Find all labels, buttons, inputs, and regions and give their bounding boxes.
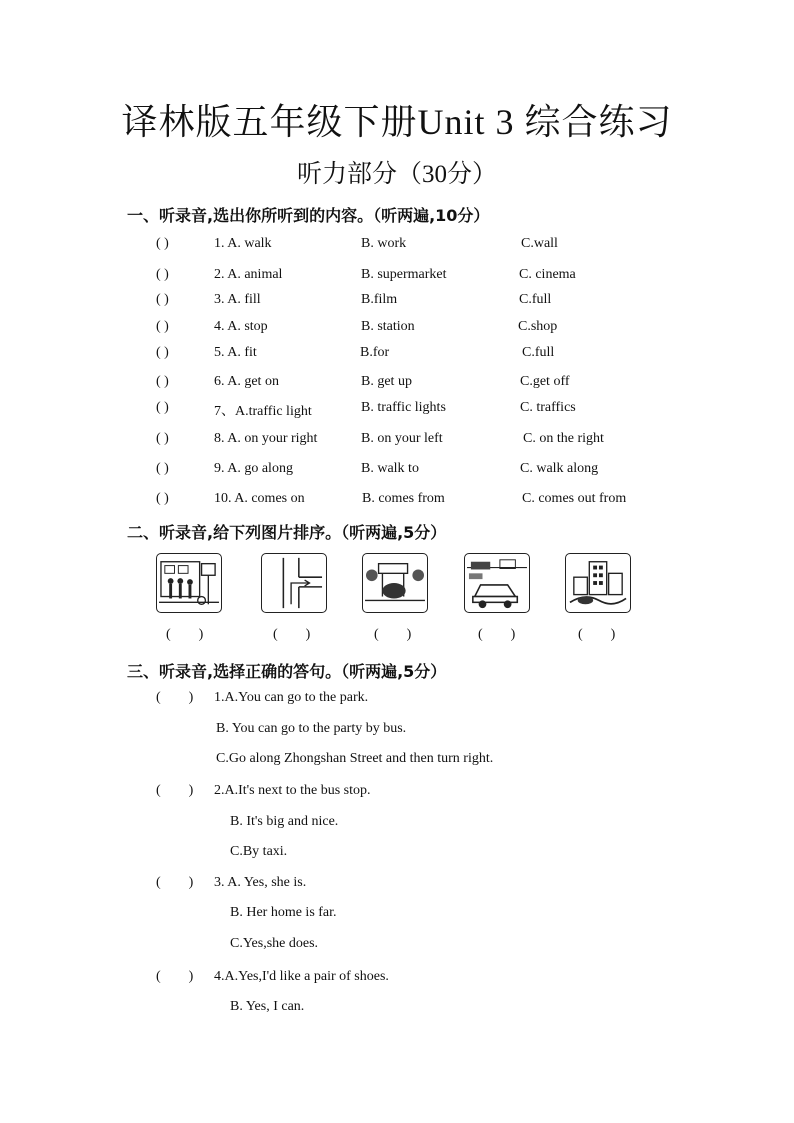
option-b: B. station [361, 319, 415, 334]
traffic-cars-icon [465, 554, 529, 612]
answer-blank[interactable]: ( ) [156, 319, 169, 334]
option-b: B.for [360, 345, 390, 360]
list-item [0, 236, 794, 258]
option-c: C.wall [521, 236, 558, 251]
option-a: 3. A. fill [214, 292, 261, 307]
answer-blank[interactable]: ( ) [156, 267, 169, 282]
page-title: 译林版五年级下册Unit 3 综合练习 [121, 102, 673, 142]
answer-blank[interactable]: ( ) [156, 345, 169, 360]
list-item [0, 345, 794, 367]
answer-blank[interactable]: ( ) [156, 875, 194, 890]
answer-blank[interactable]: ( ) [156, 783, 194, 798]
option-a: 8. A. on your right [214, 431, 318, 446]
option-b: B. get up [361, 374, 412, 389]
answer-blank[interactable]: ( ) [156, 491, 169, 506]
option-c: C.shop [518, 319, 558, 334]
picture-3 [362, 553, 428, 613]
option-c: C. cinema [519, 267, 576, 282]
city-buildings-icon [566, 554, 630, 612]
list-item [0, 319, 794, 341]
list-item [0, 374, 794, 396]
q1-option-a: 1.A.You can go to the park. [214, 690, 369, 705]
option-a: 1. A. walk [214, 236, 272, 251]
q1-option-b: B. You can go to the party by bus. [216, 721, 407, 736]
zoo-entrance-icon [363, 554, 427, 612]
answer-blank[interactable]: ( ) [156, 461, 169, 476]
option-a: 4. A. stop [214, 319, 268, 334]
option-c: C.get off [520, 374, 570, 389]
q1-option-c: C.Go along Zhongshan Street and then turn right. [216, 751, 494, 766]
option-b: B. traffic lights [361, 400, 446, 415]
picture-5-blank[interactable]: ( ) [578, 627, 616, 642]
option-b: B. comes from [362, 491, 445, 506]
picture-3-blank[interactable]: ( ) [374, 627, 412, 642]
people-at-bus-stop-icon [157, 554, 221, 612]
answer-blank[interactable]: ( ) [156, 969, 194, 984]
picture-5 [565, 553, 631, 613]
list-item [0, 431, 794, 453]
option-c: C. comes out from [522, 491, 627, 506]
picture-2-blank[interactable]: ( ) [273, 627, 311, 642]
picture-4-blank[interactable]: ( ) [478, 627, 516, 642]
section3-heading: 三、听录音,选择正确的答句。（听两遍,5分） [127, 662, 447, 681]
answer-blank[interactable]: ( ) [156, 374, 169, 389]
option-c: C. walk along [520, 461, 599, 476]
q4-option-a: 4.A.Yes,I'd like a pair of shoes. [214, 969, 389, 984]
section2-heading: 二、听录音,给下列图片排序。（听两遍,5分） [127, 523, 447, 542]
q4-option-b: B. Yes, I can. [230, 999, 305, 1014]
option-a: 10. A. comes on [214, 491, 305, 506]
option-b: B. supermarket [361, 267, 447, 282]
option-a: 5. A. fit [214, 345, 257, 360]
option-c: C.full [522, 345, 555, 360]
q2-option-b: B. It's big and nice. [230, 814, 339, 829]
page-subtitle: 听力部分（30分） [296, 161, 497, 188]
answer-blank[interactable]: ( ) [156, 690, 194, 705]
picture-4 [464, 553, 530, 613]
list-item [0, 491, 794, 513]
answer-blank[interactable]: ( ) [156, 236, 169, 251]
option-b: B. on your left [361, 431, 443, 446]
option-c: C. on the right [523, 431, 604, 446]
picture-2 [261, 553, 327, 613]
answer-blank[interactable]: ( ) [156, 292, 169, 307]
section1-heading: 一、听录音,选出你所听到的内容。（听两遍,10分） [127, 206, 490, 225]
option-a: 9. A. go along [214, 461, 293, 476]
q3-option-a: 3. A. Yes, she is. [214, 875, 307, 890]
list-item [0, 400, 794, 422]
option-a: 2. A. animal [214, 267, 283, 282]
picture-1-blank[interactable]: ( ) [166, 627, 204, 642]
list-item [0, 267, 794, 289]
list-item [0, 292, 794, 314]
option-c: C. traffics [520, 400, 576, 415]
q3-option-c: C.Yes,she does. [230, 936, 319, 951]
option-b: B.film [361, 292, 398, 307]
picture-1 [156, 553, 222, 613]
q2-option-c: C.By taxi. [230, 844, 288, 859]
q3-option-b: B. Her home is far. [230, 905, 337, 920]
option-a: 7、A.traffic light [214, 404, 312, 419]
road-map-icon [262, 554, 326, 612]
option-b: B. walk to [361, 461, 419, 476]
answer-blank[interactable]: ( ) [156, 431, 169, 446]
q2-option-a: 2.A.It's next to the bus stop. [214, 783, 371, 798]
list-item [0, 461, 794, 483]
option-b: B. work [361, 236, 407, 251]
option-a: 6. A. get on [214, 374, 279, 389]
answer-blank[interactable]: ( ) [156, 400, 169, 415]
option-c: C.full [519, 292, 552, 307]
